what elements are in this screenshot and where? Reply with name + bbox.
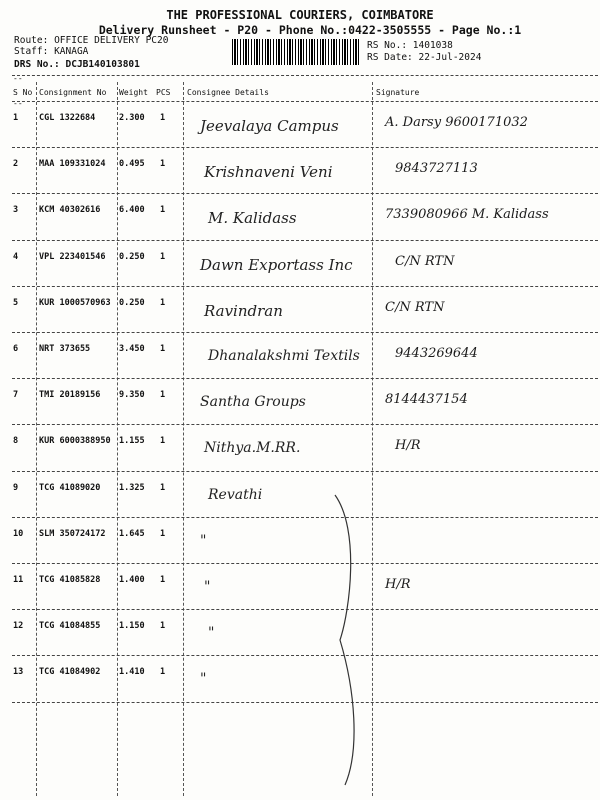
col-divider [117,82,118,796]
row-signature: C/N RTN [385,299,445,315]
barcode [232,39,360,65]
row-signature: 7339080966 M. Kalidass [385,207,549,223]
row-weight: 1.325 [119,482,145,493]
drs-label: DRS No.: [14,59,60,70]
row-pcs: 1 [160,575,166,585]
col-divider [183,82,184,796]
route-label: Route: [14,35,49,46]
row-consignment-no: TCG 41085828 [39,575,101,585]
row-consignee: Dawn Exportass Inc [200,255,353,274]
rs-date-label: RS Date: [367,52,413,63]
row-weight: 1.150 [119,621,145,632]
row-pcs: 1 [160,159,166,170]
col-divider [372,82,373,796]
staff-line [14,46,88,57]
row-consignment-no: SLM 350724172 [39,528,106,539]
row-consignee: " [208,625,215,642]
row-pcs: 1 [160,667,166,678]
col-header-weight: Weight [119,88,148,97]
row-sno: 11 [13,575,24,585]
row-consignment-no: KUR 1000570963 [39,297,111,308]
row-consignee: " [204,579,211,595]
row-sno: 9 [13,482,19,493]
row-consignment-no: CGL 1322684 [39,113,96,123]
row-pcs: 1 [160,390,166,401]
row-sno: 4 [13,251,19,262]
row-divider [12,563,598,564]
staff-value: KANAGA [54,46,89,57]
row-consignment-no: VPL 223401546 [39,251,106,262]
row-divider [12,517,598,518]
col-header-pcs: PCS [156,88,171,97]
row-divider [12,609,598,610]
row-divider [12,240,598,241]
row-consignment-no: TMI 20189156 [39,390,101,401]
row-divider [12,147,598,148]
drs-value: DCJB140103801 [65,59,140,70]
row-weight: 1.645 [119,528,145,539]
bracket-mark [330,490,370,790]
row-pcs: 1 [160,528,166,539]
row-weight: 6.400 [119,205,145,216]
row-consignee: Ravindran [204,301,283,320]
row-pcs: 1 [160,251,166,262]
row-weight: 1.155 [119,436,145,447]
row-consignee: Jeevalaya Campus [200,117,339,135]
row-sno: 3 [13,205,19,216]
row-sno: 12 [13,621,24,632]
row-consignment-no: KCM 40302616 [39,205,101,216]
row-signature: 9843727113 [395,161,478,177]
row-divider [12,286,598,287]
route-line [14,35,168,46]
row-pcs: 1 [160,297,166,308]
row-sno: 8 [13,436,19,447]
row-weight: 0.250 [119,251,145,262]
row-sno: 5 [13,297,19,308]
row-consignment-no: MAA 109331024 [39,159,106,170]
row-weight: 0.495 [119,159,145,170]
row-sno: 1 [13,113,19,123]
row-signature: C/N RTN [395,253,455,269]
row-pcs: 1 [160,436,166,447]
row-divider [12,193,598,194]
rs-date-value: 22-Jul-2024 [418,52,482,63]
rs-no-label: RS No.: [367,40,408,51]
rs-no-value: 1401038 [412,40,453,51]
row-divider [12,655,598,656]
row-sno: 13 [13,667,24,678]
row-consignment-no: TCG 41084855 [39,621,101,632]
col-header-consignment: Consignment No [39,88,107,97]
row-signature: 9443269644 [395,346,478,361]
dash-mark: -- [13,74,23,83]
row-weight: 0.250 [119,297,145,308]
drs-line [14,59,140,70]
row-divider [12,702,598,703]
row-consignee: M. Kalidass [208,209,297,228]
row-consignment-no: TCG 41089020 [39,482,101,493]
row-consignment-no: NRT 373655 [39,344,91,354]
row-pcs: 1 [160,205,166,216]
route-value: OFFICE DELIVERY PC20 [54,35,169,46]
row-signature: 8144437154 [385,392,468,408]
row-consignee: " [200,671,207,688]
row-divider [12,378,598,379]
row-consignment-no: TCG 41084902 [39,667,101,678]
col-header-sno: S No [13,88,33,97]
row-sno: 6 [13,344,19,354]
row-pcs: 1 [160,482,166,493]
col-divider [36,82,37,796]
rs-no-line [367,40,453,51]
row-consignee: Santha Groups [200,394,306,411]
row-weight: 1.410 [119,667,145,678]
row-divider [12,424,598,425]
row-sno: 10 [13,528,24,539]
row-divider [12,332,598,333]
top-rule [12,75,598,76]
row-pcs: 1 [160,344,166,354]
row-weight: 9.350 [119,390,145,401]
row-pcs: 1 [160,113,166,123]
row-sno: 7 [13,390,19,401]
row-signature: H/R [385,577,411,592]
header-rule [12,101,598,102]
row-weight: 2.300 [119,113,145,123]
row-consignee: Revathi [208,486,263,503]
dash-mark: -- [13,99,23,108]
col-header-signature: Signature [376,88,420,97]
row-consignee: Nithya.M.RR. [204,440,301,457]
row-sno: 2 [13,159,19,170]
row-consignee: Dhanalakshmi Textils [208,348,360,364]
runsheet-title: THE PROFESSIONAL COURIERS, COIMBATORE [166,8,434,22]
row-weight: 1.400 [119,575,145,585]
runsheet-subtitle: Delivery Runsheet - P20 - Phone No.:0422-3505555 - Page No.:1 [98,23,522,37]
staff-label: Staff: [14,46,49,57]
col-header-consignee: Consignee Details [187,88,269,97]
row-consignment-no: KUR 6000388950 [39,436,111,447]
row-consignee: " [200,532,207,549]
row-divider [12,471,598,472]
row-consignee: Krishnaveni Veni [204,163,333,182]
row-weight: 3.450 [119,344,145,354]
row-pcs: 1 [160,621,166,632]
rs-date-line [367,52,481,63]
row-signature: A. Darsy 9600171032 [385,115,528,130]
row-signature: H/R [395,438,421,454]
